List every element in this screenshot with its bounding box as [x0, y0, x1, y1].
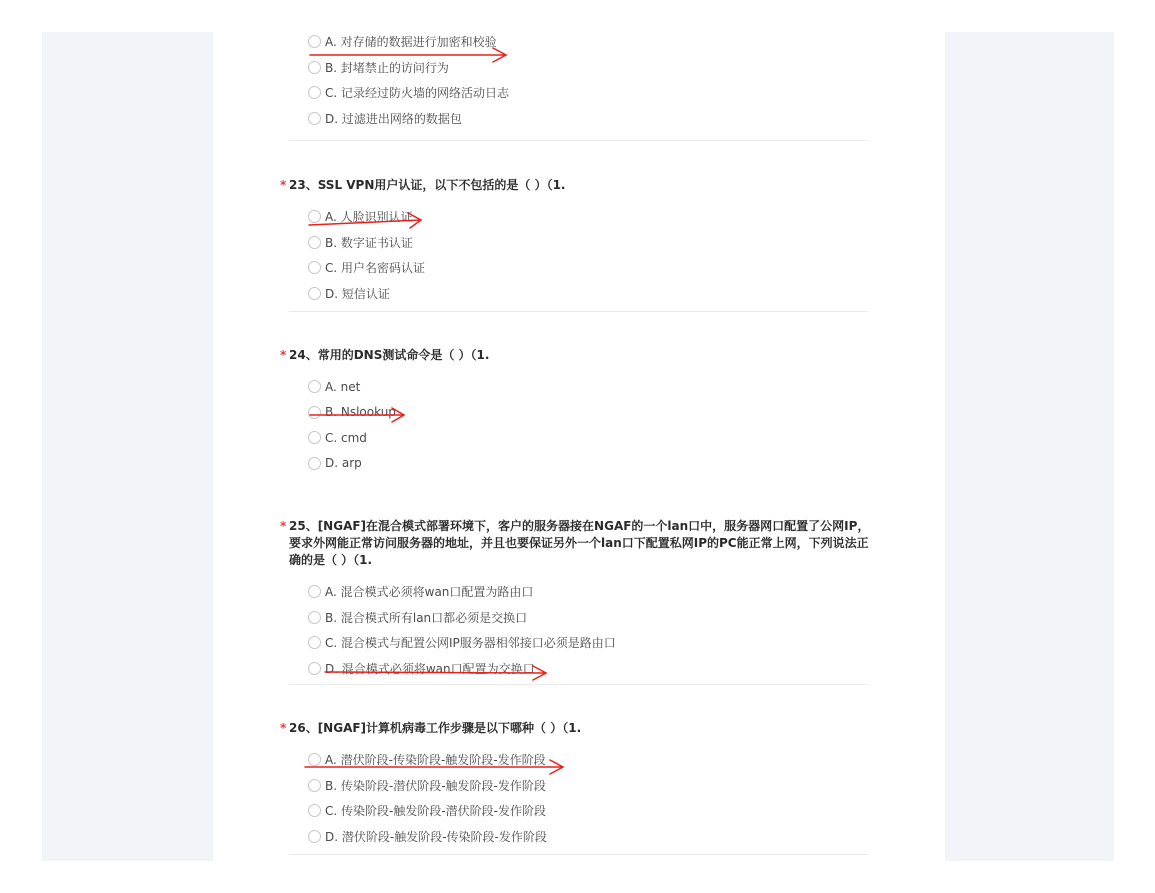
question-text: 24、常用的DNS测试命令是（ ）（1. — [289, 348, 490, 362]
question-text: 23、SSL VPN用户认证，以下不包括的是（ ）（1. — [289, 178, 566, 192]
required-mark: * — [280, 519, 287, 533]
option-label: D. 短信认证 — [325, 286, 390, 301]
answer-arrow — [310, 48, 506, 62]
option-label: A. 潜伏阶段-传染阶段-触发阶段-发作阶段 — [325, 753, 546, 768]
option-label: D. 潜伏阶段-触发阶段-传染阶段-发作阶段 — [325, 829, 547, 844]
question-text: 25、[NGAF]在混合模式部署环境下，客户的服务器接在NGAF的一个lan口中，服务器网口配置了公网IP，要求外网能正常访问服务器的地址，并且也要保证另外一个lan口下配置私网IP的PC能正常上网，下列说法正确的是（ ）（1. — [289, 519, 870, 567]
required-mark: * — [280, 721, 287, 735]
option-label: C. 传染阶段-触发阶段-潜伏阶段-发作阶段 — [325, 804, 546, 819]
option-label: B. 混合模式所有lan口都必须是交换口 — [325, 610, 528, 625]
option-label: A. 混合模式必须将wan口配置为路由口 — [325, 585, 534, 600]
option-label: A. 对存储的数据进行加密和校验 — [325, 35, 497, 50]
answer-arrow — [310, 408, 404, 422]
option-label: B. 传染阶段-潜伏阶段-触发阶段-发作阶段 — [325, 778, 546, 793]
option-label: B. 封堵禁止的访问行为 — [325, 60, 449, 75]
answer-arrow — [325, 666, 546, 680]
option-label: A. net — [325, 379, 361, 394]
option-label: D. 混合模式必须将wan口配置为交换口 — [325, 661, 535, 676]
option-label: B. Nslookup — [325, 405, 396, 420]
answer-arrow — [305, 760, 563, 774]
option-label: D. 过滤进出网络的数据包 — [325, 111, 462, 126]
required-mark: * — [280, 348, 287, 362]
option-label: A. 人脸识别认证 — [325, 210, 413, 225]
option-label: C. cmd — [325, 430, 367, 445]
answer-arrow — [309, 213, 421, 228]
option-label: C. 用户名密码认证 — [325, 261, 426, 276]
option-label: B. 数字证书认证 — [325, 235, 413, 250]
option-label: C. 记录经过防火墙的网络活动日志 — [325, 86, 510, 101]
question-text: 26、[NGAF]计算机病毒工作步骤是以下哪种（ ）（1. — [289, 721, 582, 735]
option-label: C. 混合模式与配置公网IP服务器相邻接口必须是路由口 — [325, 636, 616, 651]
required-mark: * — [280, 178, 287, 192]
option-label: D. arp — [325, 456, 362, 471]
